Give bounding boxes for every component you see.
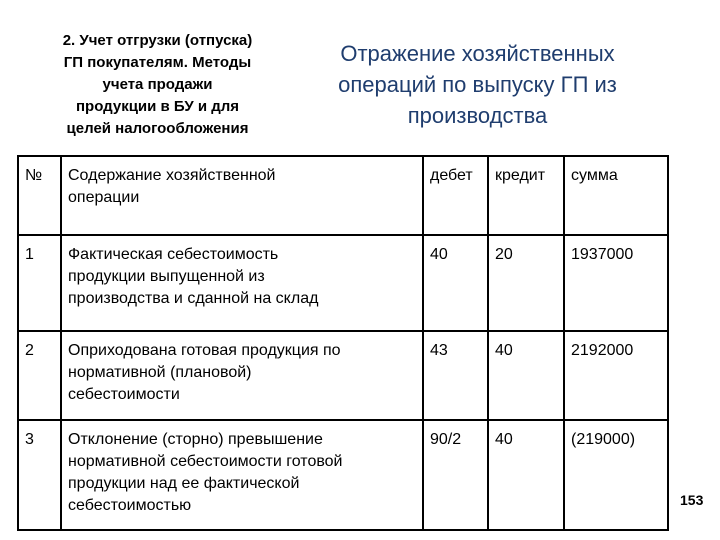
row-content-line: нормативной себестоимости готовой xyxy=(68,453,343,470)
row-content-line: производства и сданной на склад xyxy=(68,290,319,307)
section-heading xyxy=(30,30,285,140)
section-heading-line: целей налогообложения xyxy=(66,120,249,137)
section-heading-line: учета продажи xyxy=(102,76,213,93)
row-debit: 40 xyxy=(423,235,488,331)
slide-title-line: производства xyxy=(407,103,548,128)
row-content-line: Отклонение (сторно) превышение xyxy=(68,431,323,448)
section-heading-line: продукции в БУ и для xyxy=(75,98,240,115)
row-content xyxy=(61,420,423,530)
row-debit: 90/2 xyxy=(423,420,488,530)
row-content-line: себестоимости xyxy=(68,386,180,403)
table-header-row xyxy=(18,156,668,235)
row-number: 1 xyxy=(18,235,61,331)
row-content xyxy=(61,331,423,420)
table-row xyxy=(18,420,668,530)
header-debit: дебет xyxy=(423,156,488,235)
row-content xyxy=(61,235,423,331)
row-debit: 43 xyxy=(423,331,488,420)
row-number: 3 xyxy=(18,420,61,530)
page-number: 153 xyxy=(680,492,704,508)
row-credit: 40 xyxy=(488,331,564,420)
slide-title-line: Отражение хозяйственных xyxy=(340,41,615,66)
row-amount: 2192000 xyxy=(564,331,668,420)
operations-table xyxy=(17,155,669,531)
row-content-line: себестоимостью xyxy=(68,497,192,514)
row-content-line: продукции над ее фактической xyxy=(68,475,300,492)
header-credit: кредит xyxy=(488,156,564,235)
table-row xyxy=(18,235,668,331)
row-amount: (219000) xyxy=(564,420,668,530)
slide-title xyxy=(305,38,650,131)
row-content-line: Оприходована готовая продукция по xyxy=(68,342,341,359)
row-content-line: Фактическая себестоимость xyxy=(68,246,279,263)
row-number: 2 xyxy=(18,331,61,420)
header-number: № xyxy=(18,156,61,235)
header-content-line: Содержание хозяйственной xyxy=(68,167,276,184)
row-credit: 20 xyxy=(488,235,564,331)
section-heading-line: 2. Учет отгрузки (отпуска) xyxy=(62,32,253,49)
header-content xyxy=(61,156,423,235)
slide-title-line: операций по выпуску ГП из xyxy=(338,72,617,97)
header-content-line: операции xyxy=(68,189,140,206)
table-row xyxy=(18,331,668,420)
row-content-line: продукции выпущенной из xyxy=(68,268,265,285)
section-heading-line: ГП покупателям. Методы xyxy=(63,54,252,71)
row-amount: 1937000 xyxy=(564,235,668,331)
row-credit: 40 xyxy=(488,420,564,530)
header-amount: сумма xyxy=(564,156,668,235)
row-content-line: нормативной (плановой) xyxy=(68,364,252,381)
